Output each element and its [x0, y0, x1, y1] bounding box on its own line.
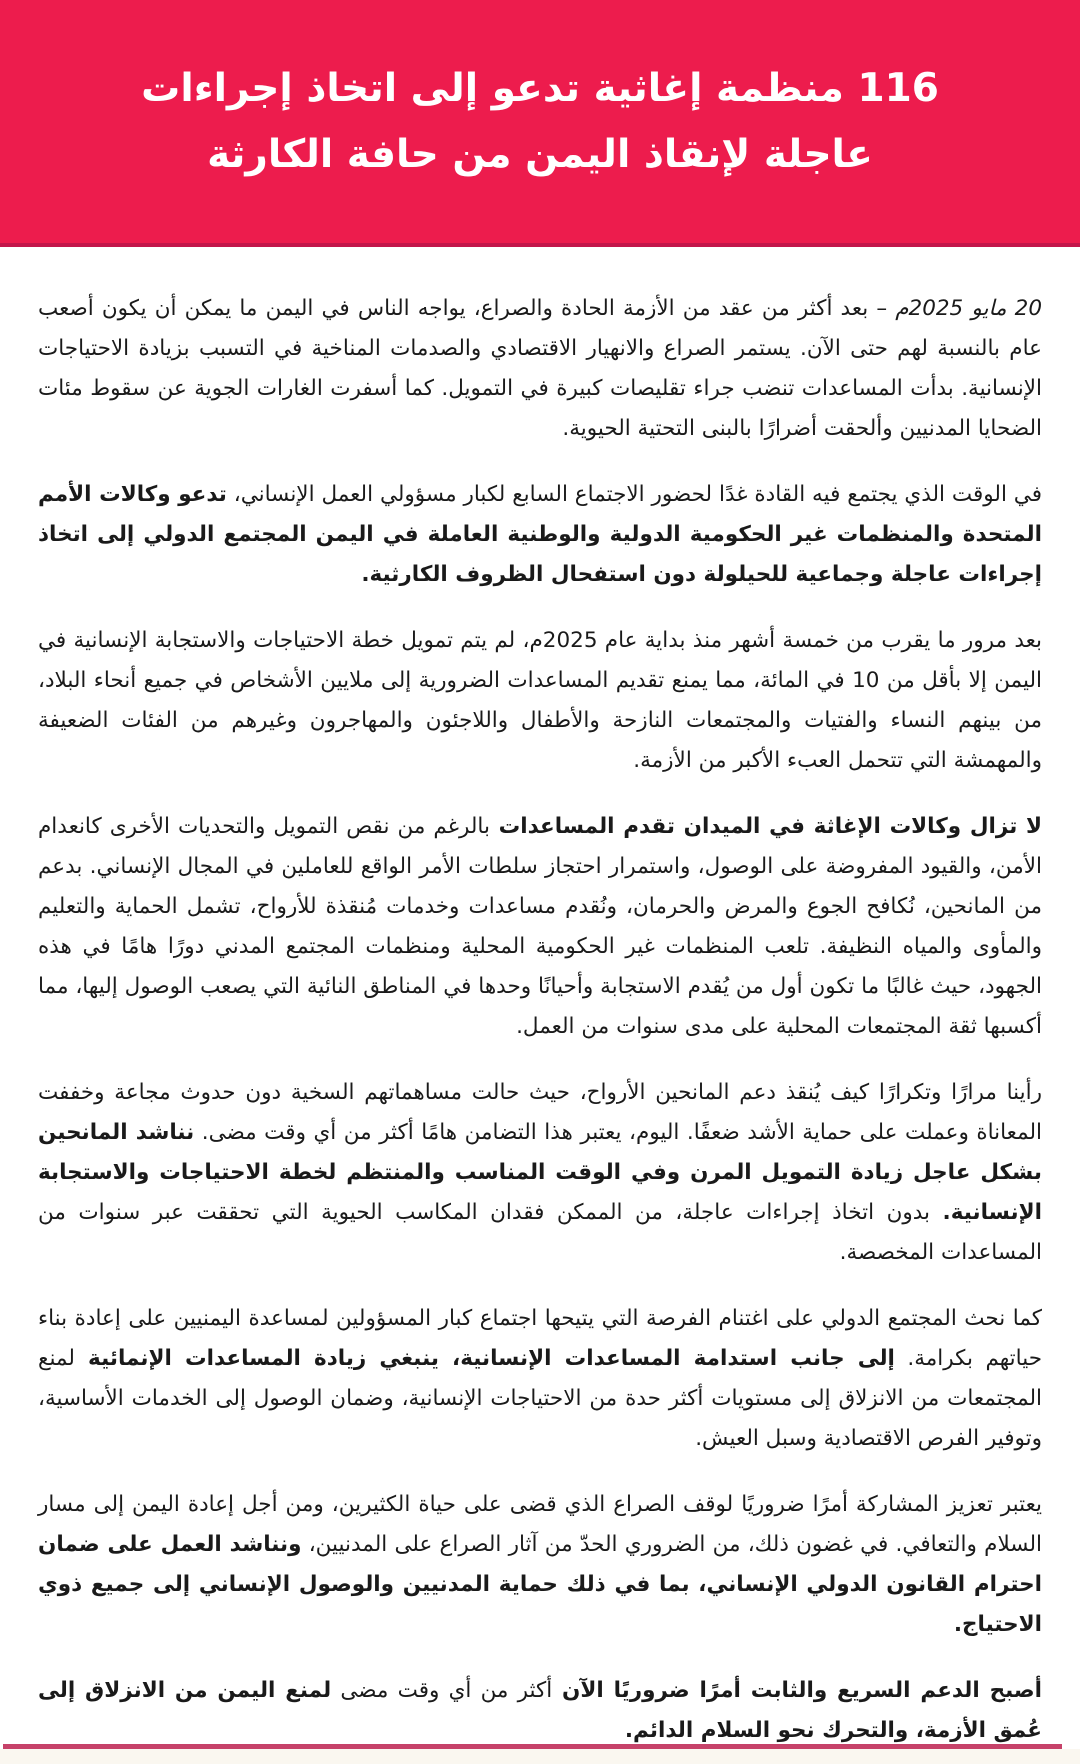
text-segment-bold: أصبح الدعم السريع والثابت أمرًا ضروريًا الآن [552, 1678, 1042, 1703]
page-title-line-2: عاجلة لإنقاذ اليمن من حافة الكارثة [207, 131, 873, 177]
paragraph-dateline [31, 289, 1042, 449]
header-banner [0, 0, 1080, 247]
text-segment-regular: بعد مرور ما يقرب من خمسة أشهر منذ بداية عام 2025م، لم يتم تمويل خطة الاحتياجات والاستجابة الإنسانية في اليمن إلا بأقل من 10 في المائة، مما يمنع تقديم المساعدات الضرورية إلى ملايين الأشخاص في جميع أنحاء البلاد، من بينهم النساء والفتيات والمجتمعات النازحة والأطفال واللاجئون والمهاجرون وغيرهم من الفئات الضعيفة والمهمشة التي تتحمل العبء الأكبر من الأزمة. [31, 628, 1042, 773]
text-segment-regular: – بعد أكثر من عقد من الأزمة الحادة والصراع، يواجه الناس في اليمن ما يمكن أن يكون أصعب عام بالنسبة لهم حتى الآن. يستمر الصراع والانهيار الاقتصادي والصدمات المناخية في التسبب بزيادة الاحتياجات الإنسانية. بدأت المساعدات تنضب جراء تقليصات كبيرة في التمويل. كما أسفرت الغارات الجوية عن سقوط مئات الضحايا المدنيين وألحقت أضرارًا بالبنى التحتية الحيوية. [31, 296, 1042, 441]
text-segment-bold: إلى جانب استدامة المساعدات الإنسانية، ينبغي زيادة المساعدات الإنمائية [74, 1346, 895, 1371]
text-segment-regular: رأينا مرارًا وتكرارًا كيف يُنقذ دعم المانحين الأرواح، حيث حالت مساهماتهم السخية دون حدوث مجاعة وخففت المعاناة وعملت على حماية الأشد ضعفًا. اليوم، يعتبر هذا التضامن هامًا أكثر من أي وقت مضى. [31, 1080, 1043, 1145]
text-segment-regular: كما نحث المجتمع الدولي على اغتنام الفرصة التي يتيحها اجتماع كبار المسؤولين لمساعدة اليمنيين على إعادة بناء حياتهم بكرامة. [31, 1306, 1042, 1371]
text-segment-regular: يعتبر تعزيز المشاركة أمرًا ضروريًا لوقف الصراع الذي قضى على حياة الكثيرين، ومن أجل إعادة اليمن إلى مسار السلام والتعافي. في غضون ذلك، من الضروري الحدّ من آثار الصراع على المدنيين، [31, 1492, 1042, 1557]
paragraph-development-aid [31, 1299, 1042, 1459]
text-segment-bold: نناشد المانحين بشكل عاجل زيادة التمويل المرن وفي الوقت المناسب والمنتظم لخطة الاحتياجات والاستجابة الإنسانية. [30, 1120, 1042, 1225]
text-segment-regular: بالرغم من نقص التمويل والتحديات الأخرى كانعدام الأمن، والقيود المفروضة على الوصول، واستمرار احتجاز سلطات الأمر الواقع للعاملين في المجال الإنساني. بدعم من المانحين، نُكافح الجوع والمرض والحرمان، ونُقدم مساعدات وخدمات مُنقذة للأرواح، تشمل الحماية والتعليم والمأوى والمياه النظيفة. تلعب المنظمات غير الحكومية المحلية ومنظمات المجتمع المدني دورًا هامًا في هذه الجهود، حيث غالبًا ما تكون أول من يُقدم الاستجابة وأحيانًا وحدها في المناطق النائية التي يصعب الوصول إليها، مما أكسبها ثقة المجتمعات المحلية على مدى سنوات من العمل. [31, 814, 1042, 1039]
paragraph-closing [30, 1671, 1042, 1751]
text-segment-bold: ونناشد العمل على ضمان احترام القانون الدولي الإنساني، بما في ذلك حماية المدنيين والوصول الإنساني إلى جميع ذوي الاحتياج. [30, 1532, 1042, 1637]
page-title [81, 56, 999, 188]
paragraph-peace-engagement [30, 1485, 1042, 1645]
text-segment-regular: أكثر من أي وقت مضى [331, 1678, 553, 1703]
text-segment-regular: لمنع المجتمعات من الانزلاق إلى مستويات أكثر حدة من الاحتياجات الإنسانية، وضمان الوصول إلى الخدمات الأساسية، وتوفير الفرص الاقتصادية وسبل العيش. [31, 1346, 1042, 1451]
text-segment-regular: في الوقت الذي يجتمع فيه القادة غدًا لحضور الاجتماع السابع لكبار مسؤولي العمل الإنساني، [226, 482, 1043, 507]
paragraph-call-to-action [30, 475, 1043, 595]
paragraph-aid-agencies [31, 807, 1042, 1047]
paragraph-donor-appeal [30, 1073, 1043, 1273]
article-body [0, 247, 1080, 1751]
text-segment-bold: تدعو وكالات الأمم المتحدة والمنظمات غير الحكومية الدولية والوطنية العاملة في اليمن المجتمع الدولي إلى اتخاذ إجراءات عاجلة وجماعية للحيلولة دون استفحال الظروف الكارثية. [30, 482, 1042, 587]
paragraph-funding-gap [31, 621, 1042, 781]
text-segment-bold: لا تزال وكالات الإغاثة في الميدان تقدم المساعدات [489, 814, 1042, 839]
text-segment-bold: لمنع اليمن من الانزلاق إلى عُمق الأزمة، والتحرك نحو السلام الدائم. [30, 1678, 1042, 1743]
text-segment-regular: بدون اتخاذ إجراءات عاجلة، من الممكن فقدان المكاسب الحيوية التي تحققت عبر سنوات من المساعدات المخصصة. [31, 1200, 1042, 1265]
footer-background-strip [0, 1749, 1080, 1764]
page-title-line-1: 116 منظمة إغاثية تدعو إلى اتخاذ إجراءات [141, 65, 939, 111]
text-segment-italic: 20 مايو 2025م [895, 296, 1042, 321]
